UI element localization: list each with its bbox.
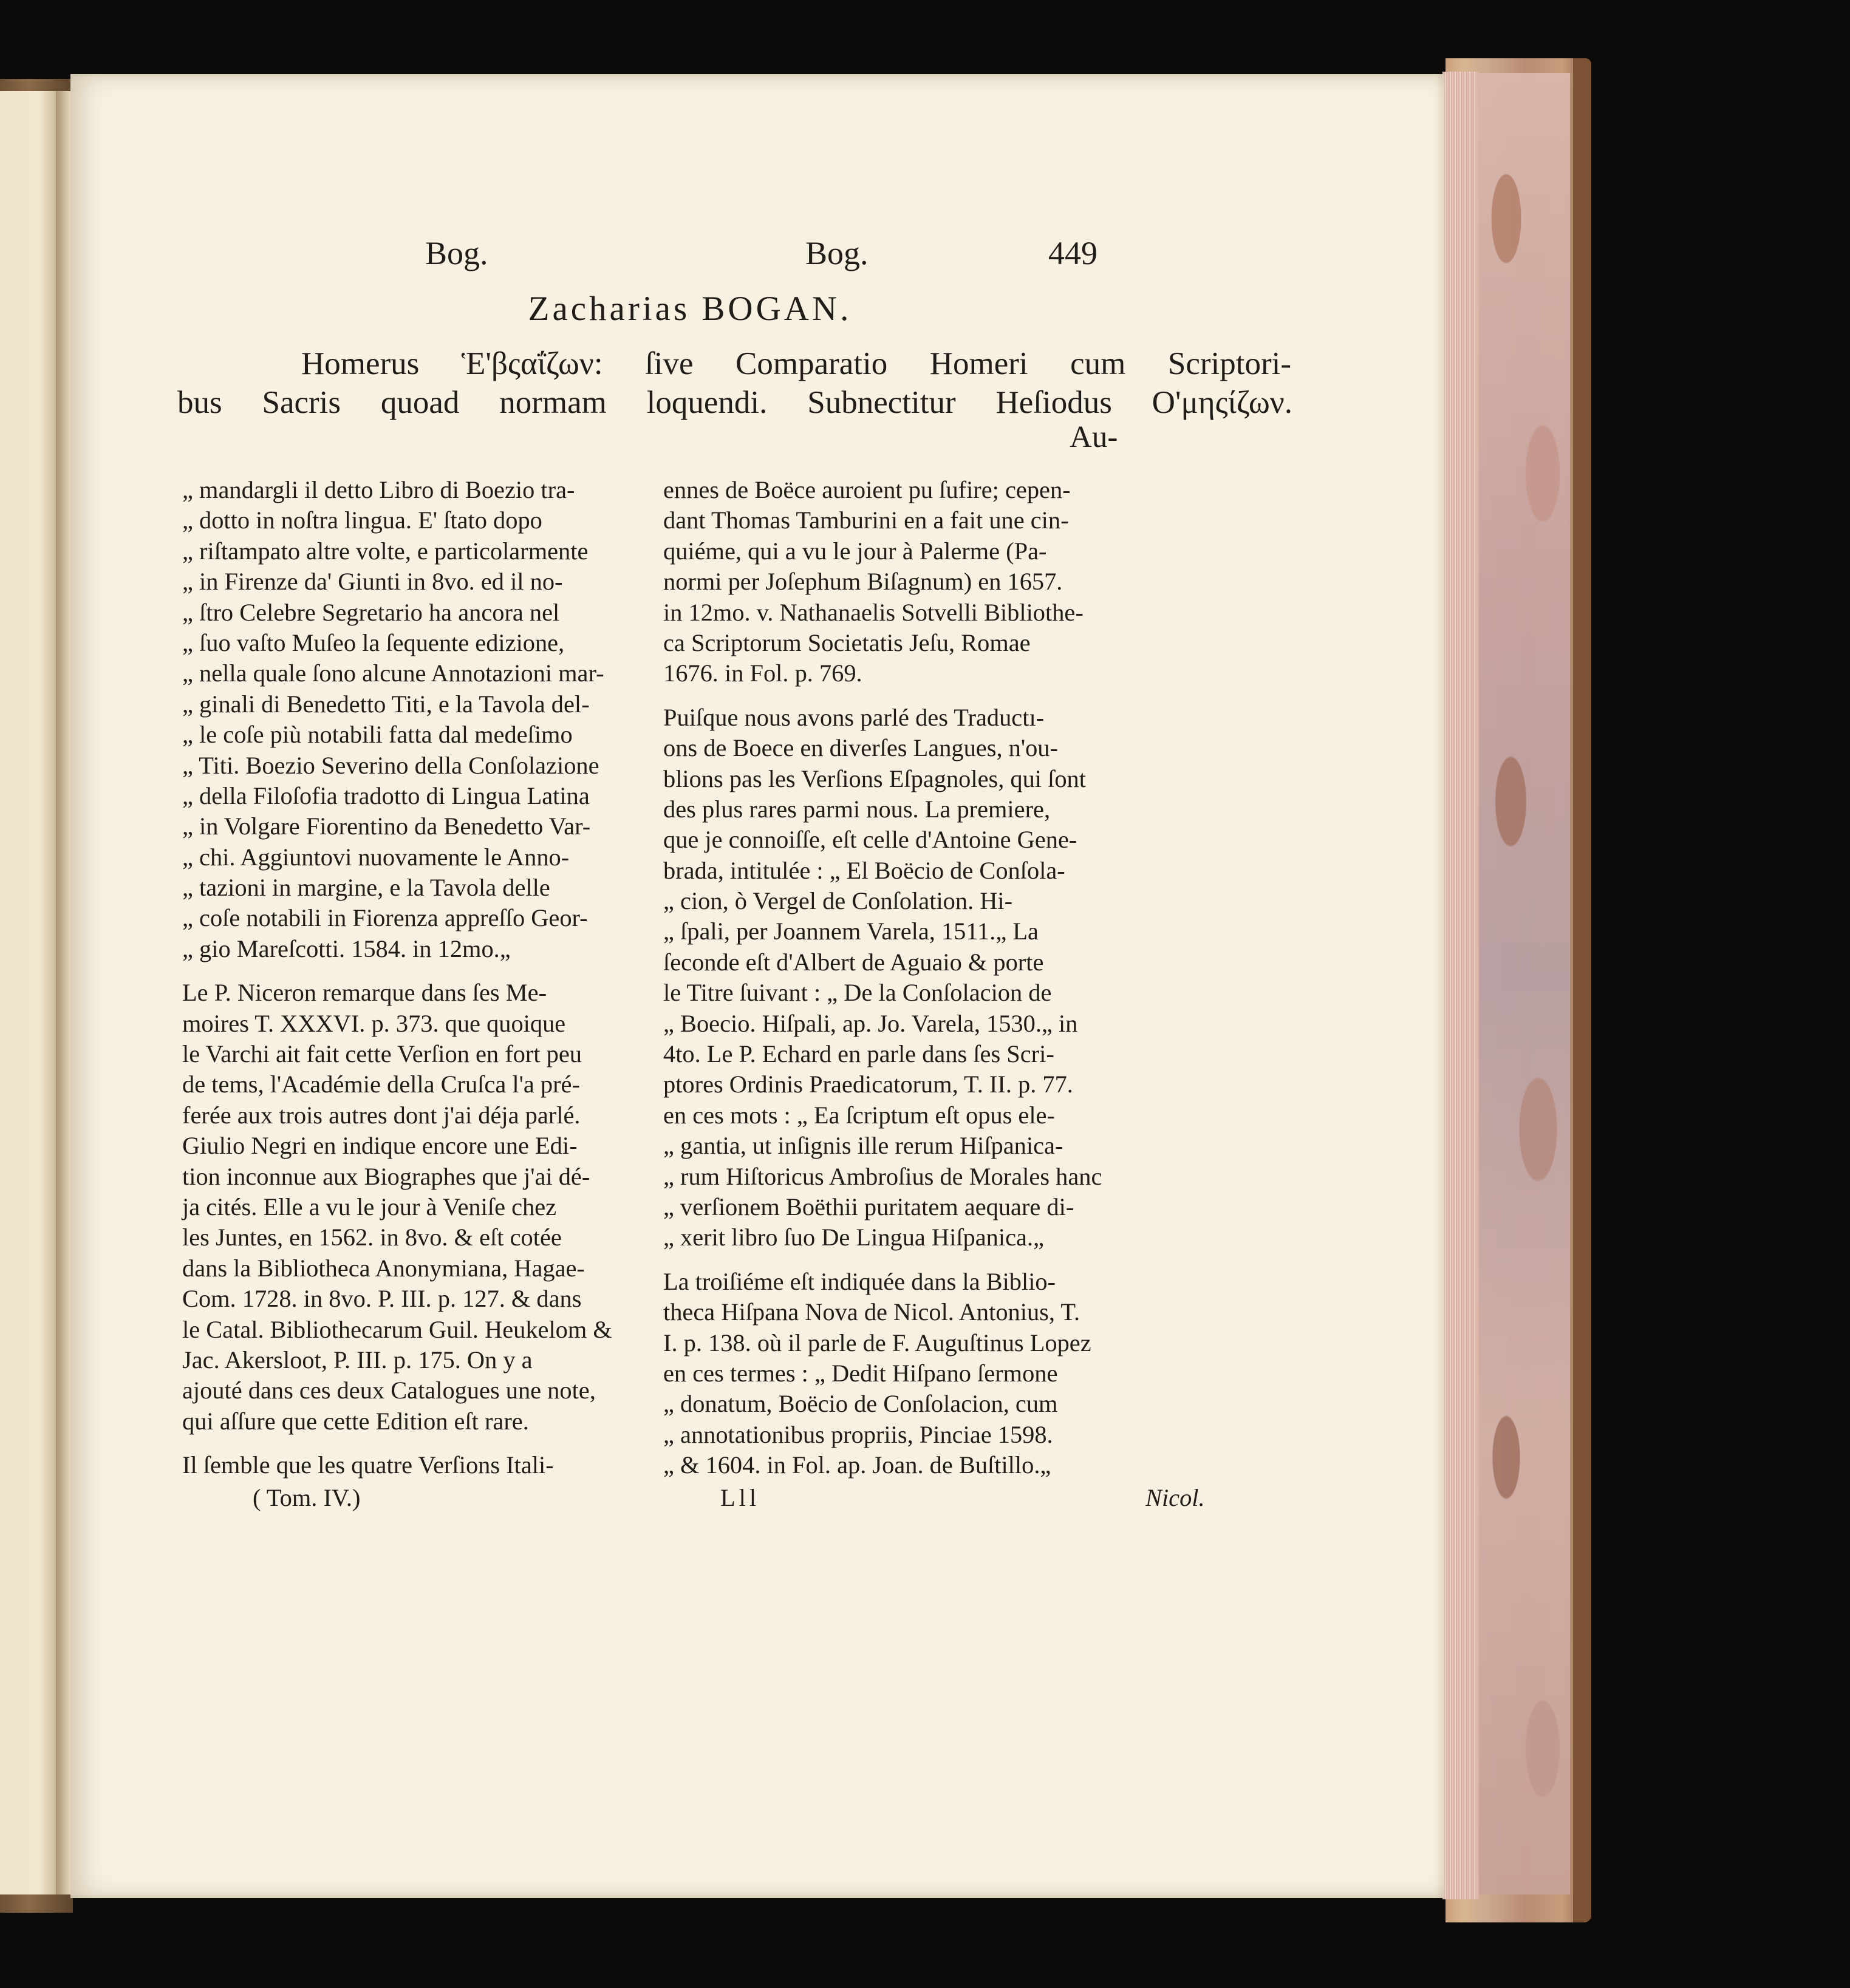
text-line: „ della Filoſofia tradotto di Lingua Latina — [182, 781, 590, 809]
text-line: ja cités. Elle a vu le jour à Veniſe chez — [182, 1193, 557, 1220]
text-line: ajouté dans ces deux Catalogues une note, — [182, 1377, 596, 1404]
text-line: le Titre ſuivant : „ De la Conſolacion de — [663, 979, 1052, 1007]
text-line: „ Boecio. Hiſpali, ap. Jo. Varela, 1530.„ in — [663, 1009, 1078, 1037]
text-line: en ces mots : „ Ea ſcriptum eſt opus ele- — [663, 1101, 1055, 1129]
text-line: normi per Joſephum Biſagnum) en 1657. — [663, 568, 1063, 596]
signature-mark: Lll — [720, 1484, 760, 1511]
entry-title-line-1: Homerus Ἑ'βςαΐζων: ſive Comparatio Homeri cum Scriptori- — [301, 346, 1291, 381]
volume-note: ( Tom. IV.) — [253, 1484, 361, 1511]
page-number: 449 — [1048, 235, 1097, 271]
text-line: Giulio Negri en indique encore une Edi- — [182, 1132, 578, 1160]
text-line: „ tazioni in margine, e la Tavola delle — [182, 874, 550, 902]
paragraph-gap — [182, 1437, 719, 1450]
text-line: dans la Bibliotheca Anonymiana, Hagae- — [182, 1254, 585, 1282]
text-line: dant Thomas Tamburini en a fait une cin- — [663, 506, 1069, 534]
text-line: Com. 1728. in 8vo. P. III. p. 127. & dans — [182, 1285, 582, 1313]
text-line: „ chi. Aggiuntovi nuovamente le Anno- — [182, 843, 570, 871]
gutter — [56, 91, 70, 1894]
text-line: des plus rares parmi nous. La premiere, — [663, 795, 1051, 823]
text-line: ennes de Boëce auroient pu ſufire; cepen- — [663, 476, 1071, 503]
text-line: „ coſe notabili in Fiorenza appreſſo Geor- — [182, 904, 588, 932]
text-line: „ gantia, ut inſignis ille rerum Hiſpanica- — [663, 1132, 1063, 1160]
text-line: „ ſuo vaſto Muſeo la ſequente edizione, — [182, 628, 565, 656]
page-edges — [1442, 72, 1479, 1899]
entry-title-line-2: bus Sacris quoad normam loquendi. Subnectitur Heſiodus Ο'μηςίζων. — [177, 385, 1292, 420]
text-line: „ donatum, Boëcio de Conſolacion, cum — [663, 1390, 1058, 1418]
text-line: „ annotationibus propriis, Pinciae 1598. — [663, 1420, 1053, 1448]
text-line: „ le coſe più notabili fatta dal medeſimo — [182, 721, 573, 749]
paragraph-gap — [182, 964, 719, 978]
text-line: „ cion, ò Vergel de Conſolation. Hi- — [663, 887, 1013, 915]
text-line: blions pas les Verſions Eſpagnoles, qui ſont — [663, 764, 1086, 792]
right-text-column — [663, 475, 1198, 1481]
text-line: I. p. 138. où il parle de F. Auguſtinus Lopez — [663, 1329, 1091, 1357]
text-line: „ ginali di Benedetto Titi, e la Tavola del- — [182, 690, 590, 718]
text-line: „ & 1604. in Fol. ap. Joan. de Buſtillo.„ — [663, 1451, 1051, 1479]
text-line: le Catal. Bibliothecarum Guil. Heukelom & — [182, 1315, 612, 1343]
text-line: „ xerit libro ſuo De Lingua Hiſpanica.„ — [663, 1224, 1044, 1251]
text-line: moires T. XXXVI. p. 373. que quoique — [182, 1009, 566, 1037]
text-line: La troiſiéme eſt indiquée dans la Biblio- — [663, 1267, 1056, 1295]
text-line: tion inconnue aux Biographes que j'ai dé- — [182, 1162, 590, 1190]
text-line: „ verſionem Boëthii puritatem aequare di- — [663, 1193, 1074, 1220]
text-line: theca Hiſpana Nova de Nicol. Antonius, T. — [663, 1298, 1080, 1326]
text-line: „ rum Hiſtoricus Ambroſius de Morales hanc — [663, 1162, 1102, 1190]
paragraph-gap — [663, 1253, 1198, 1267]
text-line: qui aſſure que cette Edition eſt rare. — [182, 1407, 529, 1435]
text-line: le Varchi ait fait cette Verſion en fort peu — [182, 1040, 582, 1068]
text-line: 4to. Le P. Echard en parle dans ſes Scri- — [663, 1040, 1054, 1068]
text-line: Le P. Niceron remarque dans ſes Me- — [182, 979, 547, 1007]
text-line: ptores Ordinis Praedicatorum, T. II. p. 77. — [663, 1071, 1073, 1098]
entry-author: Zacharias BOGAN. — [528, 290, 852, 328]
text-line: „ mandargli il detto Libro di Boezio tra- — [182, 476, 575, 503]
text-line: „ in Volgare Fiorentino da Benedetto Var- — [182, 812, 591, 840]
text-line: ſeconde eſt d'Albert de Aguaio & porte — [663, 948, 1044, 976]
text-line: „ riſtampato altre volte, e particolarmente — [182, 537, 589, 565]
binding-edge — [1573, 58, 1591, 1922]
entry-title-continuation: Au- — [1070, 420, 1118, 454]
text-line: brada, intitulée : „ El Boëcio de Conſola- — [663, 856, 1065, 884]
text-line: Jac. Akersloot, P. III. p. 175. On y a — [182, 1346, 533, 1374]
catchword: Nicol. — [1145, 1484, 1205, 1511]
text-line: „ in Firenze da' Giunti in 8vo. ed il no- — [182, 568, 563, 596]
text-line: en ces termes : „ Dedit Hiſpano ſermone — [663, 1359, 1058, 1387]
book-page — [70, 74, 1444, 1898]
text-line: „ dotto in noſtra lingua. E' ſtato dopo — [182, 506, 542, 534]
text-line: 1676. in Fol. p. 769. — [663, 659, 862, 687]
text-line: les Juntes, en 1562. in 8vo. & eſt cotée — [182, 1224, 562, 1251]
text-line: „ ſtro Celebre Segretario ha ancora nel — [182, 598, 560, 626]
running-head-left: Bog. — [425, 235, 488, 271]
text-line: quiéme, qui a vu le jour à Palerme (Pa- — [663, 537, 1047, 565]
text-line: Il ſemble que les quatre Verſions Itali- — [182, 1451, 554, 1479]
text-line: „ Titi. Boezio Severino della Conſolazione — [182, 751, 599, 779]
text-line: Puiſque nous avons parlé des Traductı- — [663, 703, 1045, 731]
text-line: ca Scriptorum Societatis Jeſu, Romae — [663, 628, 1031, 656]
text-line: „ nella quale ſono alcune Annotazioni mar- — [182, 659, 604, 687]
text-line: in 12mo. v. Nathanaelis Sotvelli Bibliothe- — [663, 598, 1084, 626]
text-line: ons de Boece en diverſes Langues, n'ou- — [663, 734, 1058, 762]
left-text-column — [182, 475, 719, 1481]
text-line: „ gio Mareſcotti. 1584. in 12mo.„ — [182, 934, 511, 962]
running-head-center: Bog. — [805, 235, 869, 271]
marbled-endpaper — [1479, 73, 1570, 1894]
text-line: de tems, l'Académie della Cruſca l'a pré- — [182, 1071, 580, 1098]
text-line: „ ſpali, per Joannem Varela, 1511.„ La — [663, 917, 1039, 945]
text-line: que je connoiſſe, eſt celle d'Antoine Gene- — [663, 826, 1077, 854]
paragraph-gap — [663, 689, 1198, 703]
left-page-edge — [0, 91, 56, 1894]
text-line: ferée aux trois autres dont j'ai déja parlé. — [182, 1101, 581, 1129]
